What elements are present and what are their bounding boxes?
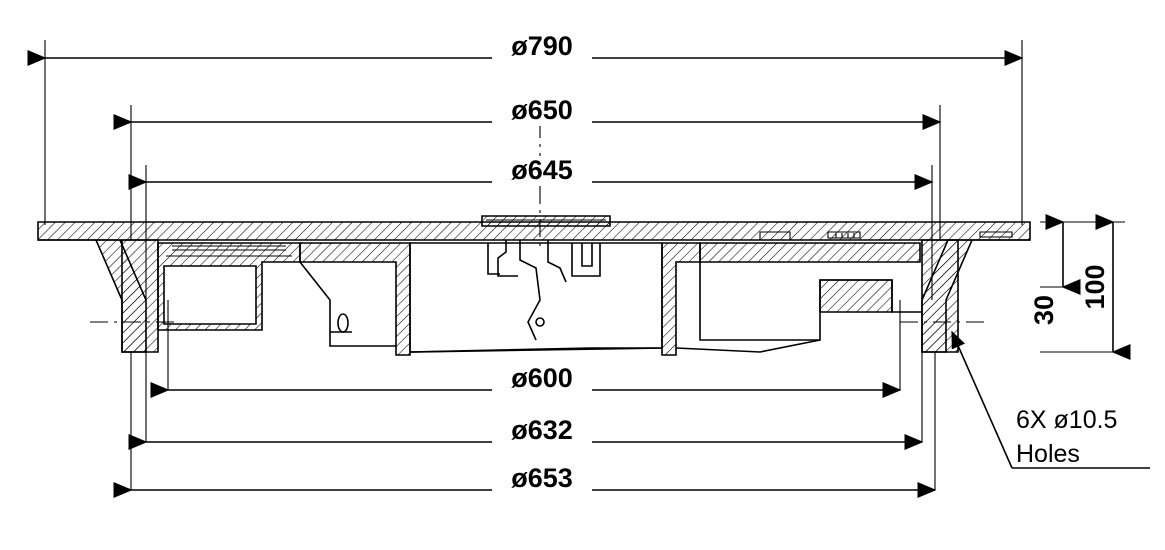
- center-hook-detail-5: [572, 243, 600, 276]
- left-web-slant: [300, 262, 352, 332]
- dimension-label-100: 100: [1080, 264, 1110, 310]
- right-pocket-block: [820, 280, 892, 312]
- dimension-label-phi790: ø790: [511, 31, 573, 61]
- dimension-label-phi650: ø650: [511, 95, 573, 125]
- center-right-rib: [662, 243, 700, 355]
- left-web-bottom: [330, 332, 396, 346]
- holes-note-line2: Holes: [1016, 440, 1080, 468]
- dimension-label-phi653: ø653: [511, 463, 573, 493]
- center-left-rib: [300, 243, 410, 355]
- dimension-label-phi600: ø600: [511, 363, 573, 393]
- dimension-label-phi632: ø632: [511, 415, 573, 445]
- center-cavity-floor: [410, 348, 662, 352]
- left-web-slot: [338, 314, 348, 332]
- center-hook-detail-6: [582, 243, 592, 266]
- holes-annotation: [1016, 406, 1117, 468]
- dimension-label-30: 30: [1029, 294, 1059, 326]
- holes-note-line1: 6X ø10.5: [1016, 406, 1118, 434]
- center-hook-pivot: [536, 318, 544, 326]
- left-pocket-cavity: [164, 266, 256, 324]
- center-hook-detail-2: [548, 240, 566, 282]
- center-cavity-outline: [410, 243, 662, 352]
- right-floor-slope: [676, 340, 820, 352]
- dimension-label-phi645: ø645: [511, 155, 573, 185]
- center-hook-detail-3: [498, 240, 518, 276]
- holes-leader-line: [952, 332, 1012, 468]
- center-top-boss: [482, 216, 610, 226]
- right-upper-web: [700, 243, 920, 262]
- left-inner-boss: [122, 240, 158, 352]
